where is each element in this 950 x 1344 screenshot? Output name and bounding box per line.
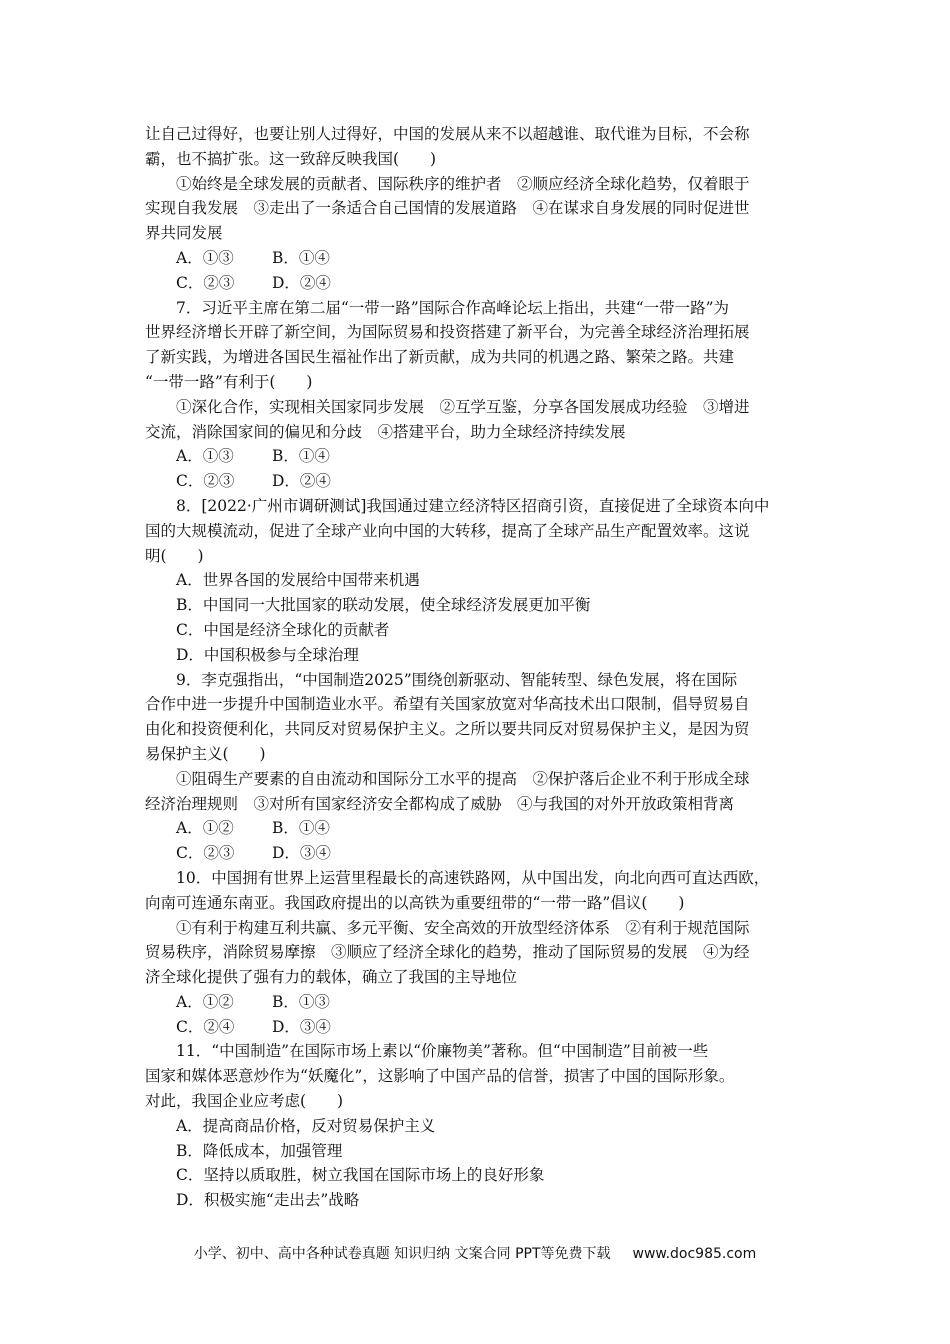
q11-choice-b: B．降低成本，加强管理 (176, 1141, 343, 1160)
q11-stem-line: 11．“中国制造”在国际市场上素以“价廉物美”著称。但“中国制造”目前被一些 (176, 1042, 709, 1061)
q6-stem-line: 让自己过得好，也要让别人过得好，中国的发展从来不以超越谁、取代谁为目标，不会称 (145, 125, 750, 143)
footer-url[interactable]: www.doc985.com (632, 1246, 757, 1262)
q10-stem-line: 10．中国拥有世界上运营里程最长的高速铁路网，从中国出发，向北向西可直达西欧， (176, 868, 770, 887)
q8-stem-line: 国的大规模流动，促进了全球产业向中国的大转移，提高了全球产品生产配置效率。这说 (145, 521, 750, 540)
q8-choice-d: D．中国积极参与全球治理 (176, 645, 359, 664)
q6-option-d: D．②④ (272, 273, 331, 292)
question-10 (145, 866, 813, 1040)
q6-option-b: B．①④ (272, 248, 330, 267)
q7-statement-line: 交流，消除国家间的偏见和分歧 ④搭建平台，助力全球经济持续发展 (145, 422, 626, 441)
question-9 (145, 668, 813, 866)
q7-stem-line: 世界经济增长开辟了新空间，为国际贸易和投资搭建了新平台，为完善全球经济治理拓展 (145, 323, 750, 342)
document-page (145, 122, 813, 1213)
q9-options-row (145, 816, 813, 841)
q7-stem-line: 了新实践，为增进各国民生福祉作出了新贡献，成为共同的机遇之路、繁荣之路。共建 (145, 348, 735, 367)
q9-options-row (145, 841, 813, 866)
q9-stem-line: 9．李克强指出，“中国制造2025”围绕创新驱动、智能转型、绿色发展，将在国际 (176, 670, 738, 689)
q10-statement-line: 贸易秩序，消除贸易摩擦 ③顺应了经济全球化的趋势，推动了国际贸易的发展 ④为经 (145, 943, 750, 962)
question-11 (145, 1039, 813, 1213)
q7-option-b: B．①④ (272, 447, 330, 466)
q10-options-row (145, 990, 813, 1015)
q6-option-a: A．①③ (176, 248, 234, 267)
footer-text: 小学、初中、高中各种试卷真题 知识归纳 文案合同 PPT等免费下载 (193, 1246, 611, 1262)
q9-statement-line: 经济治理规则 ③对所有国家经济安全都构成了威胁 ④与我国的对外开放政策相背离 (145, 794, 735, 813)
q11-stem-line: 对此，我国企业应考虑( ) (145, 1092, 344, 1111)
q9-option-c: C．②③ (176, 844, 235, 863)
q9-stem-line: 易保护主义( ) (145, 744, 266, 763)
q8-choice-a: A．世界各国的发展给中国带来机遇 (176, 571, 420, 590)
q6-statement-line: ①始终是全球发展的贡献者、国际秩序的维护者 ②顺应经济全球化趋势，仅着眼于 (176, 174, 750, 193)
q9-stem-line: 由化和投资便利化，共同反对贸易保护主义。之所以要共同反对贸易保护主义，是因为贸 (145, 720, 750, 739)
q6-stem-line: 霸，也不搞扩张。这一致辞反映我国( ) (145, 149, 437, 168)
q9-option-b: B．①④ (272, 819, 330, 838)
q6-options-row (145, 271, 813, 296)
q7-stem-line: 7．习近平主席在第二届“一带一路”国际合作高峰论坛上指出，共建“一带一路”为 (176, 298, 730, 317)
q8-choice-c: C．中国是经济全球化的贡献者 (176, 620, 390, 639)
q11-choice-a: A．提高商品价格，反对贸易保护主义 (176, 1116, 436, 1135)
q7-options-row (145, 444, 813, 469)
page-footer (0, 1243, 950, 1263)
q10-statement-line: ①有利于构建互利共赢、多元平衡、安全高效的开放型经济体系 ②有利于规范国际 (176, 918, 750, 937)
q8-stem-line: 明( ) (145, 546, 204, 565)
q11-choice-d: D．积极实施“走出去”战略 (176, 1191, 360, 1210)
q10-statement-line: 济全球化提供了强有力的载体，确立了我国的主导地位 (145, 968, 518, 987)
q6-options-row (145, 246, 813, 271)
q9-statement-line: ①阻碍生产要素的自由流动和国际分工水平的提高 ②保护落后企业不利于形成全球 (176, 769, 750, 788)
q8-source-prefix: 8．[2022·广州市 (176, 496, 299, 515)
q7-option-c: C．②③ (176, 472, 235, 491)
q7-stem-line: “一带一路”有利于( ) (145, 372, 313, 391)
q9-stem-line: 合作中进一步提升中国制造业水平。希望有关国家放宽对华高技术出口限制，倡导贸易自 (145, 695, 750, 714)
q8-choice-b: B．中国同一大批国家的联动发展，使全球经济发展更加平衡 (176, 596, 591, 615)
q8-stem-line (145, 494, 813, 519)
question-6 (145, 122, 813, 296)
q9-option-d: D．③④ (272, 844, 331, 863)
q8-source-tag: 调研测试 (298, 496, 361, 515)
question-7 (145, 296, 813, 494)
q10-option-b: B．①③ (272, 992, 330, 1011)
q6-statement-line: 实现自我发展 ③走出了一条适合自己国情的发展道路 ④在谋求自身发展的同时促进世 (145, 199, 750, 218)
q7-option-a: A．①③ (176, 447, 234, 466)
q9-option-a: A．①② (176, 819, 234, 838)
q6-statement-line: 界共同发展 (145, 224, 223, 243)
q10-option-c: C．②④ (176, 1017, 235, 1036)
q11-stem-line: 国家和媒体恶意炒作为“妖魔化”，这影响了中国产品的信誉，损害了中国的国际形象。 (145, 1067, 735, 1086)
q10-options-row (145, 1015, 813, 1040)
q7-options-row (145, 469, 813, 494)
q10-stem-line: 向南可连通东南亚。我国政府提出的以高铁为重要纽带的“一带一路”倡议( ) (145, 893, 685, 912)
q11-choice-c: C．坚持以质取胜，树立我国在国际市场上的良好形象 (176, 1166, 545, 1185)
q10-option-d: D．③④ (272, 1017, 331, 1036)
q8-stem-text: 我国通过建立经济特区招商引资，直接促进了全球资本向中 (366, 496, 770, 515)
q7-option-d: D．②④ (272, 472, 331, 491)
q7-statement-line: ①深化合作，实现相关国家同步发展 ②互学互鉴，分享各国发展成功经验 ③增进 (176, 397, 750, 416)
q6-option-c: C．②③ (176, 273, 235, 292)
question-8 (145, 494, 813, 668)
q8-source-close: ] (360, 496, 367, 515)
q10-option-a: A．①② (176, 992, 234, 1011)
